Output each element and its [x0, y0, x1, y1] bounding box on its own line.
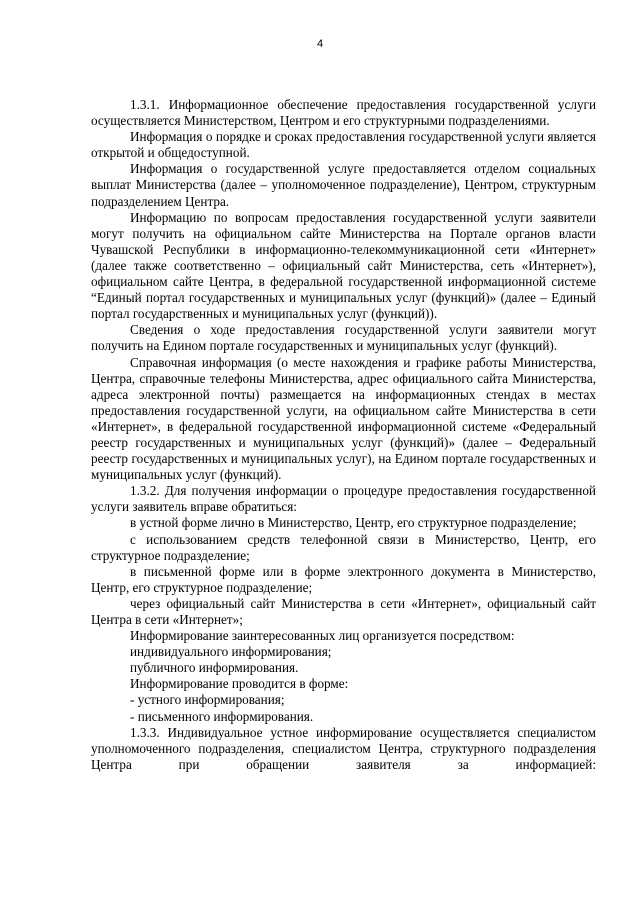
- paragraph: с использованием средств телефонной связи в Министерство, Центр, его структурное подразделение;: [91, 531, 596, 563]
- paragraph: Информация о государственной услуге предоставляется отделом социальных выплат Министерства (далее – уполномоченное подразделение), Центром, структурным подразделением Центра.: [91, 161, 596, 209]
- list-item: публичного информирования.: [130, 660, 299, 676]
- paragraph: в письменной форме или в форме электронного документа в Министерство, Центр, его структурное подразделение;: [91, 563, 596, 595]
- paragraph: в устной форме лично в Министерство, Центр, его структурное подразделение;: [130, 515, 577, 531]
- paragraph: Справочная информация (о месте нахождения и графике работы Министерства, Центра, справочные телефоны Министерства, адрес официального сайта Министерства, адреса электронной почты) размещается на информационных стендах в местах предоставления государственной услуги, на официальном сайте Министерства в сети «Интернет», в федеральной государственной информационной системе «Федеральный реестр государственных и муниципальных услуг (функций)» (далее – Федеральный реестр государственных и муниципальных услуг), на Едином портале государственных и муниципальных услуг (функций).: [91, 354, 596, 483]
- paragraph: Информирование заинтересованных лиц организуется посредством:: [130, 628, 515, 644]
- page-number: 4: [316, 38, 324, 50]
- paragraph-1-3-2: 1.3.2. Для получения информации о процедуре предоставления государственной услуги заявитель вправе обратиться:: [91, 483, 596, 515]
- paragraph-1-3-3: 1.3.3. Индивидуальное устное информирование осуществляется специалистом уполномоченного подразделения, специалистом Центра, структурного подразделения Центра при обращении заявителя за информацией:: [91, 724, 596, 772]
- body-text: [91, 97, 596, 773]
- list-item: индивидуального информирования;: [130, 644, 332, 660]
- paragraph: Информацию по вопросам предоставления государственной услуги заявители могут получить на официальном сайте Министерства на Портале органов власти Чувашской Республики в информационно-телекоммуникационной сети «Интернет» (далее также соответственно – официальный сайт Министерства, сеть «Интернет»), официальном сайте Центра, в федеральной государственной информационной системе “Единый портал государственных и муниципальных услуг (функций)» (далее – Единый портал государственных и муниципальных услуг (функций)).: [91, 209, 596, 322]
- paragraph-1-3-1: 1.3.1. Информационное обеспечение предоставления государственной услуги осуществляется Министерством, Центром и его структурными подразделениями.: [91, 97, 596, 129]
- paragraph: Информация о порядке и сроках предоставления государственной услуги является открытой и общедоступной.: [91, 129, 596, 161]
- paragraph: Сведения о ходе предоставления государственной услуги заявители могут получить на Едином портале государственных и муниципальных услуг (функций).: [91, 322, 596, 354]
- paragraph: Информирование проводится в форме:: [130, 676, 349, 692]
- paragraph: через официальный сайт Министерства в сети «Интернет», официальный сайт Центра в сети «Интернет»;: [91, 595, 596, 627]
- list-item: - письменного информирования.: [130, 708, 314, 724]
- list-item: - устного информирования;: [130, 692, 285, 708]
